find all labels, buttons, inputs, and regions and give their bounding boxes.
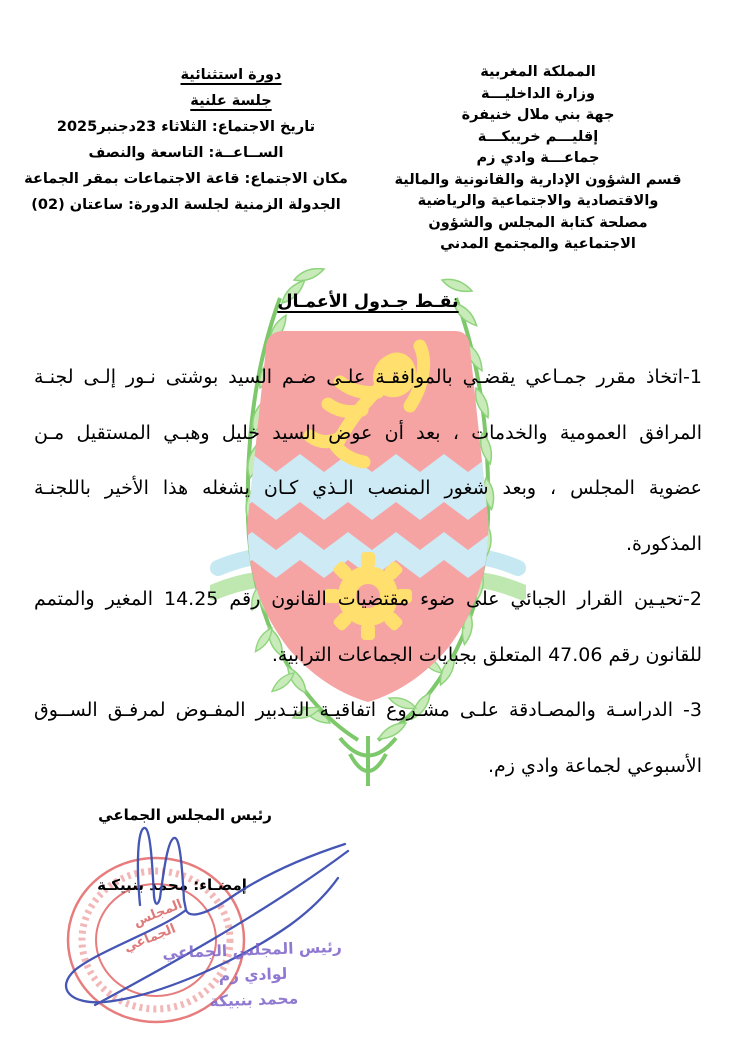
meeting-duration: الجدولة الزمنية لجلسة الدورة: ساعتان (02) [31,197,341,213]
meeting-place: مكان الاجتماع: قاعة الاجتماعات بمقر الجماعة [24,171,348,187]
item2-line1: 2-تحيـين القرار الجبائي على ضوء مقتضيات القانون رقم 14.25 المغير والمتمم [34,588,702,610]
purple-stamp-name: محمد بنبيكة [209,989,299,1011]
item1-line1: 1-اتخاذ مقرر جمـاعي يقضـي بالموافقـة علـى ضـم السيد بوشتى نـور إلـى لجنـة [34,366,702,388]
agenda-title-text: نقـط جـدول الأعمـال [277,292,459,312]
item1-line3: عضوية المجلس ، وبعد شغور المنصب الـذي كـان يشغله هذا الأخير باللجنـة [34,477,702,499]
official-header-block [358,62,718,256]
agenda-title [0,292,736,312]
signature-name-label: إمضـاء: محمد بنبيكـة [97,876,247,894]
service-line2: الاجتماعية والمجتمع المدني [440,236,636,252]
session-kind: جلسة علنية [190,93,272,109]
meeting-time: الســاعــة: التاسعة والنصف [88,145,284,161]
item1-line2: المرافق العمومية والخدمات ، بعد أن عوض السيد خليل وهبـي المستقيل مـن [34,421,702,444]
division-line1: قسم الشؤون الإدارية والقانونية والمالية [394,171,682,188]
red-stamp-center-line1: المجلس [131,896,185,931]
division-line2: والاقتصادية والاجتماعية والرياضية [417,193,659,209]
item3-line2: الأسبوعي لجماعة وادي زم. [488,754,702,777]
ministry-line: وزارة الداخليـــة [481,85,595,102]
kingdom-line: المملكة المغربية [480,64,596,80]
item3-line1: 3- الدراسـة والمصـادقة علـى مشـروع اتفاقيـة التـدبير المفـوض لمرفـق الســوق [34,699,702,721]
region-line: جهة بني ملال خنيفرة [461,107,615,123]
commune-line: جماعـــة وادي زم [476,150,600,166]
meeting-date: تاريخ الاجتماع: الثلاثاء 23دجنبر2025 [56,119,316,135]
purple-stamp-commune: لوادي زم [218,964,288,986]
province-line: إقليـــم خريبكـــة [477,128,599,145]
session-type: دورة استثنائية [180,67,282,83]
red-stamp-center-line2: الجماعي [121,921,179,956]
item2-line2: للقانون رقم 47.06 المتعلق بجبايات الجماعات الترابية. [271,643,702,666]
meeting-details-block [16,62,356,218]
service-line1: مصلحة كتابة المجلس والشؤون [428,214,648,231]
purple-name-stamp [157,935,350,1017]
agenda-body [34,350,702,794]
president-role-label: رئيس المجلس الجماعي [98,806,272,824]
purple-stamp-role: رئيس المجلس الجماعي [162,937,343,963]
item1-line4: المذكورة. [625,532,702,555]
